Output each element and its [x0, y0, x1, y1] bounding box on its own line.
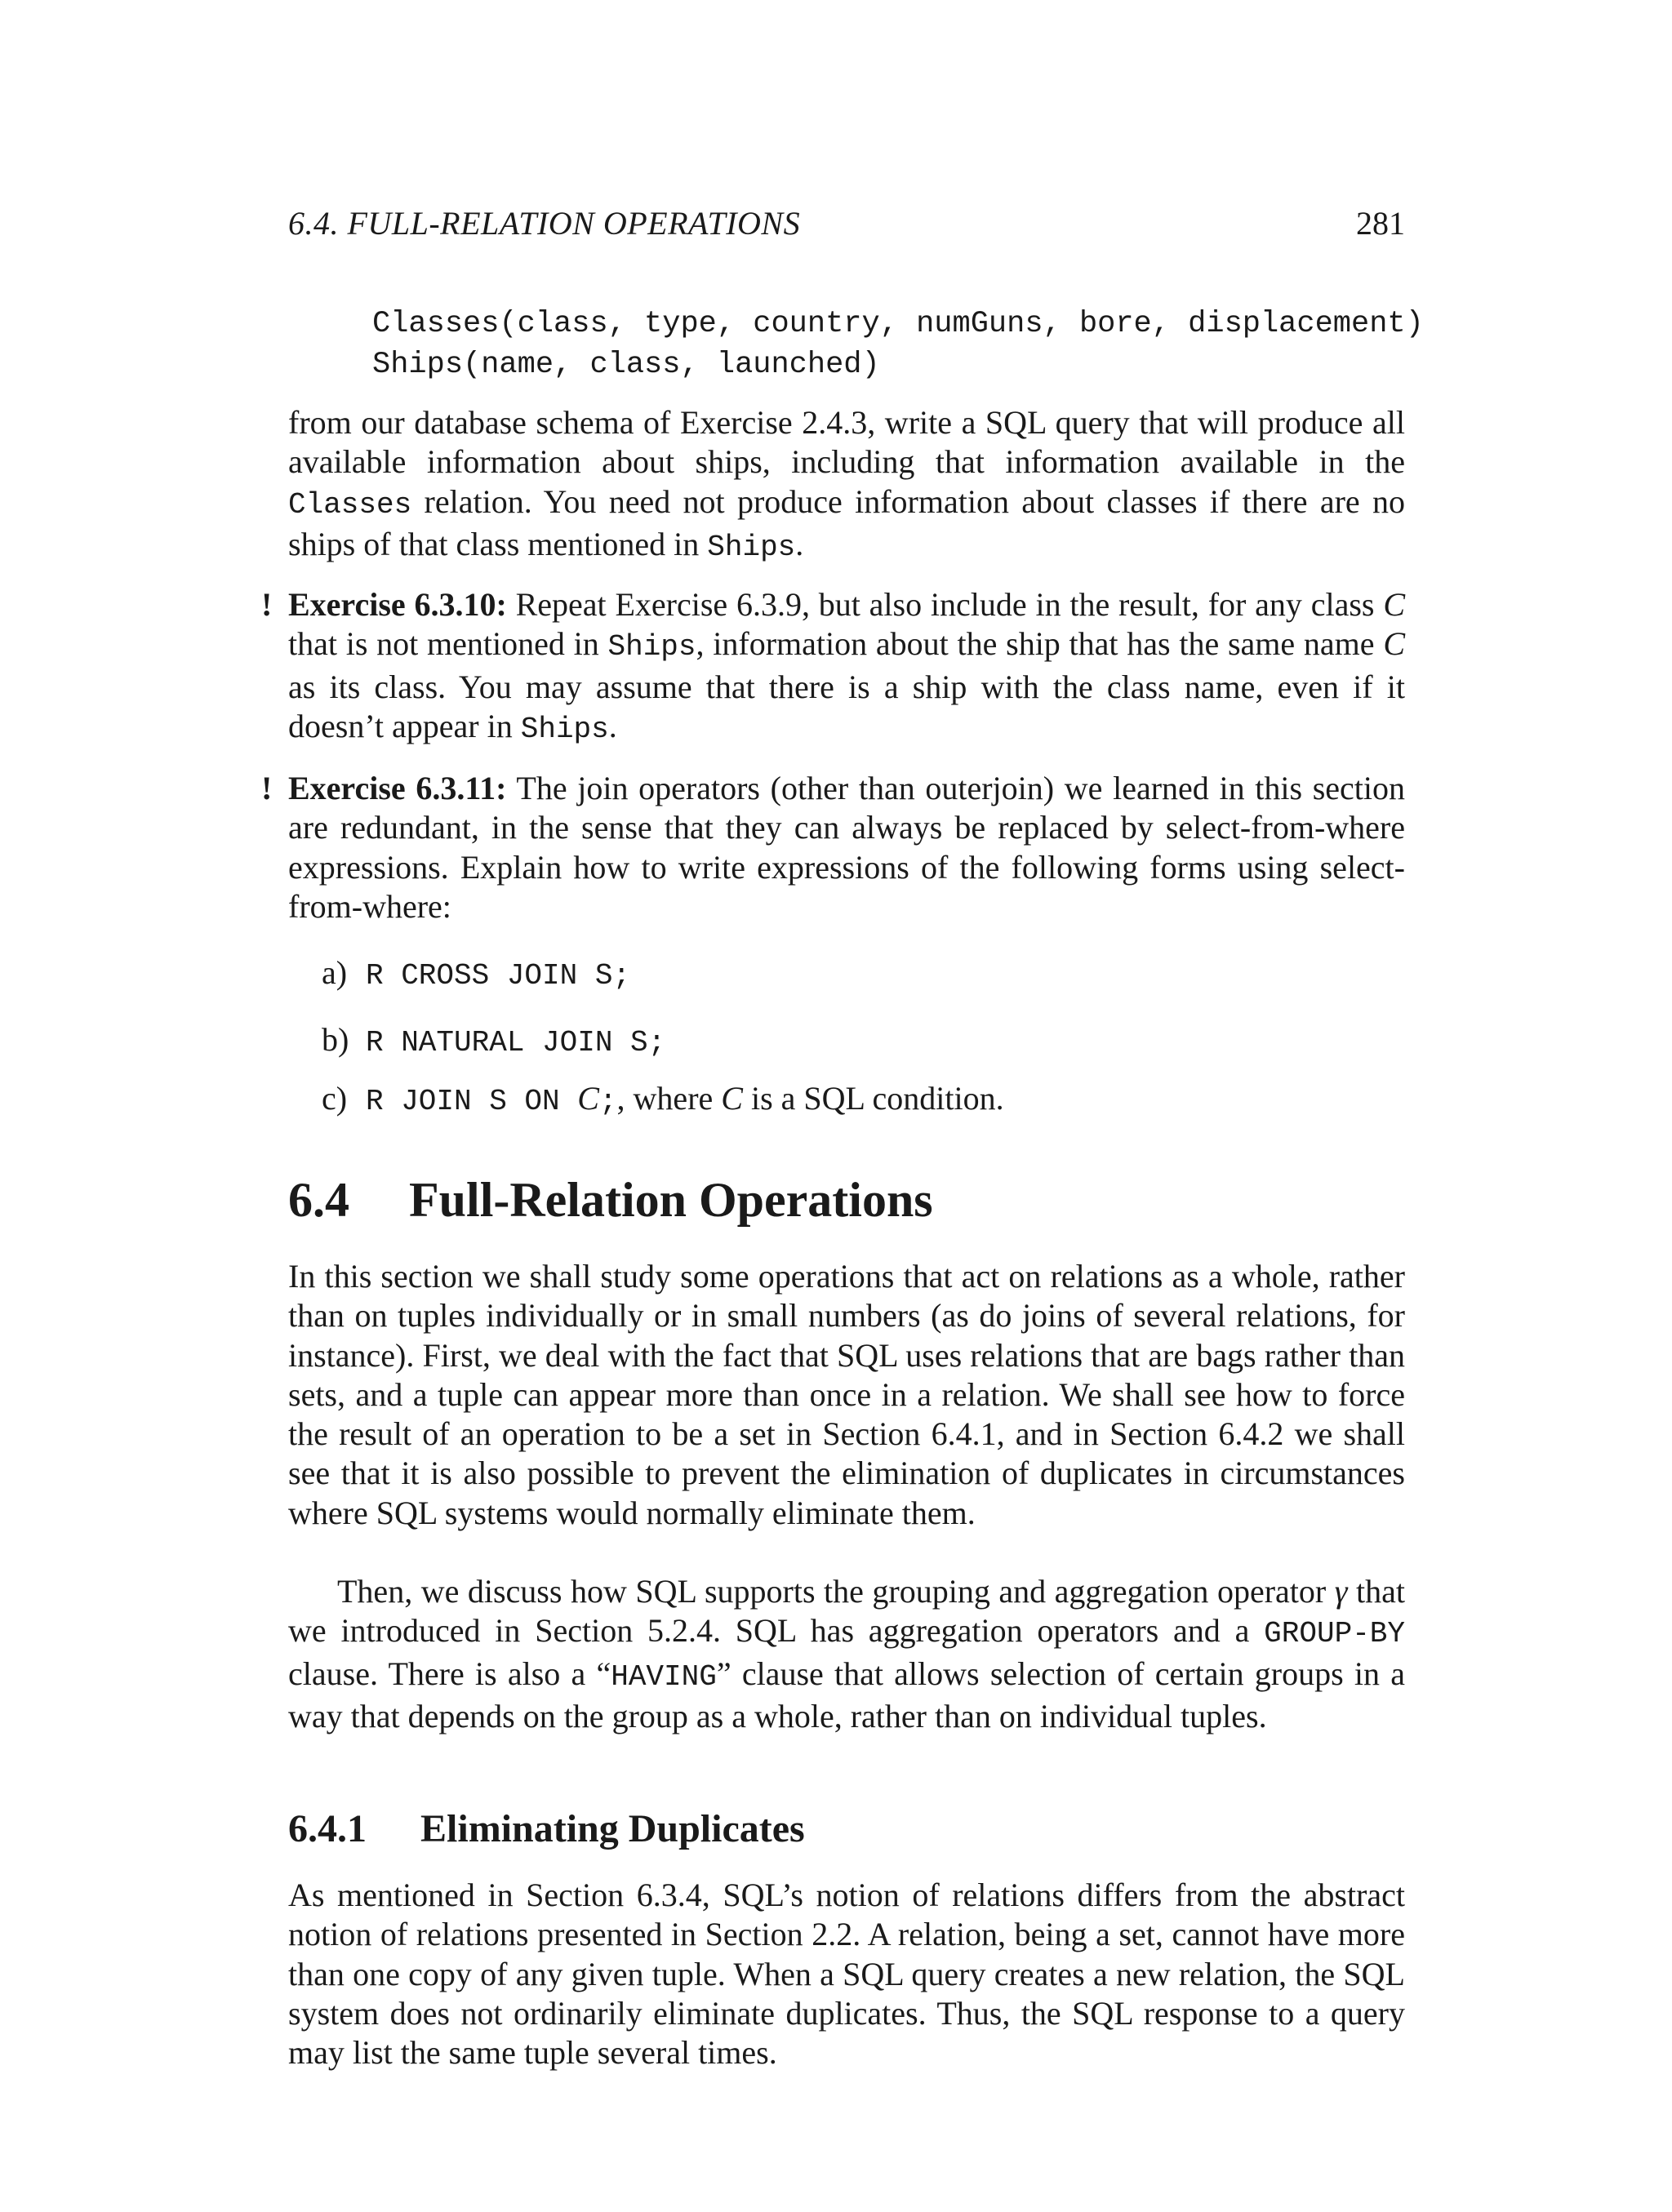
schema-line-ships: Ships(name, class, launched): [372, 348, 880, 382]
section-paragraph-1: In this section we shall study some operations that act on relations as a whole, rather than on tuples individually or in small numbers (as do joins of several relations, for instance). First, we deal with the fact that SQL uses relations that are bags rather than sets, and a tuple can appear more than once in a relation. We shall see how to force the result of an operation to be a set in Section 6.4.1, and in Section 6.4.2 we shall see that it is also possible to prevent the elimination of duplicates in circumstances where SQL systems would normally eliminate them.: [288, 1258, 1405, 1531]
list-item-a: a) R CROSS JOIN S;: [322, 954, 631, 993]
difficulty-mark: !: [261, 770, 273, 806]
schema-line-classes: Classes(class, type, country, numGuns, bore, displacement): [372, 307, 1424, 341]
running-head: [288, 204, 1405, 253]
subsection-title: Eliminating Duplicates: [420, 1807, 805, 1850]
difficulty-mark: !: [261, 586, 273, 623]
inline-code: Classes: [288, 487, 412, 522]
subsection-heading: [288, 1806, 805, 1851]
exercise-label: Exercise 6.3.11:: [288, 770, 507, 806]
page-number: 281: [1356, 205, 1405, 242]
section-number: 6.4: [288, 1173, 349, 1227]
list-item-c: c) R JOIN S ON C;, where C is a SQL condition.: [322, 1080, 1004, 1118]
exercise-label: Exercise 6.3.10:: [288, 586, 507, 623]
inline-code: HAVING: [611, 1659, 717, 1694]
subsection-number: 6.4.1: [288, 1807, 367, 1850]
exercise-6-3-10: Exercise 6.3.10: Repeat Exercise 6.3.9, but also include in the result, for any class C that is not mentioned in Ships, information about the ship that has the same name C as its class. You may assume that there is a ship with the class name, even if it doesn’t appear in Ships.: [288, 586, 1405, 746]
schema-code-block: [372, 304, 1424, 385]
section-heading: [288, 1172, 933, 1228]
inline-code: Ships: [707, 530, 796, 564]
section-title: Full-Relation Operations: [409, 1173, 933, 1227]
inline-code: Ships: [520, 712, 609, 746]
running-head-title: 6.4. FULL-RELATION OPERATIONS: [288, 205, 801, 242]
inline-code: Ships: [607, 630, 696, 664]
list-item-b: b) R NATURAL JOIN S;: [322, 1021, 666, 1059]
section-paragraph-2: Then, we discuss how SQL supports the grouping and aggregation operator γ that we introduced in Section 5.2.4. SQL has aggregation operators and a GROUP-BY clause. There is also a “HAVING” clause that allows selection of certain groups in a way that depends on the group as a whole, rather than on individual tuples.: [288, 1573, 1405, 1735]
subsection-paragraph: As mentioned in Section 6.3.4, SQL’s notion of relations differs from the abstract notion of relations presented in Section 2.2. A relation, being a set, cannot have more than one copy of any given tuple. When a SQL query creates a new relation, the SQL system does not ordinarily eliminate duplicates. Thus, the SQL response to a query may list the same tuple several times.: [288, 1877, 1405, 2072]
inline-code: GROUP-BY: [1264, 1617, 1405, 1651]
intro-paragraph: from our database schema of Exercise 2.4.3, write a SQL query that will produce all available information about ships, including that information available in the Classes relation. You need not produce information about classes if there are no ships of that class mentioned in Ships.: [288, 404, 1405, 564]
exercise-6-3-11: Exercise 6.3.11: The join operators (other than outerjoin) we learned in this section are redundant, in the sense that they can always be replaced by select-from-where expressions. Explain how to write expressions of the following forms using select-from-where:: [288, 770, 1405, 925]
